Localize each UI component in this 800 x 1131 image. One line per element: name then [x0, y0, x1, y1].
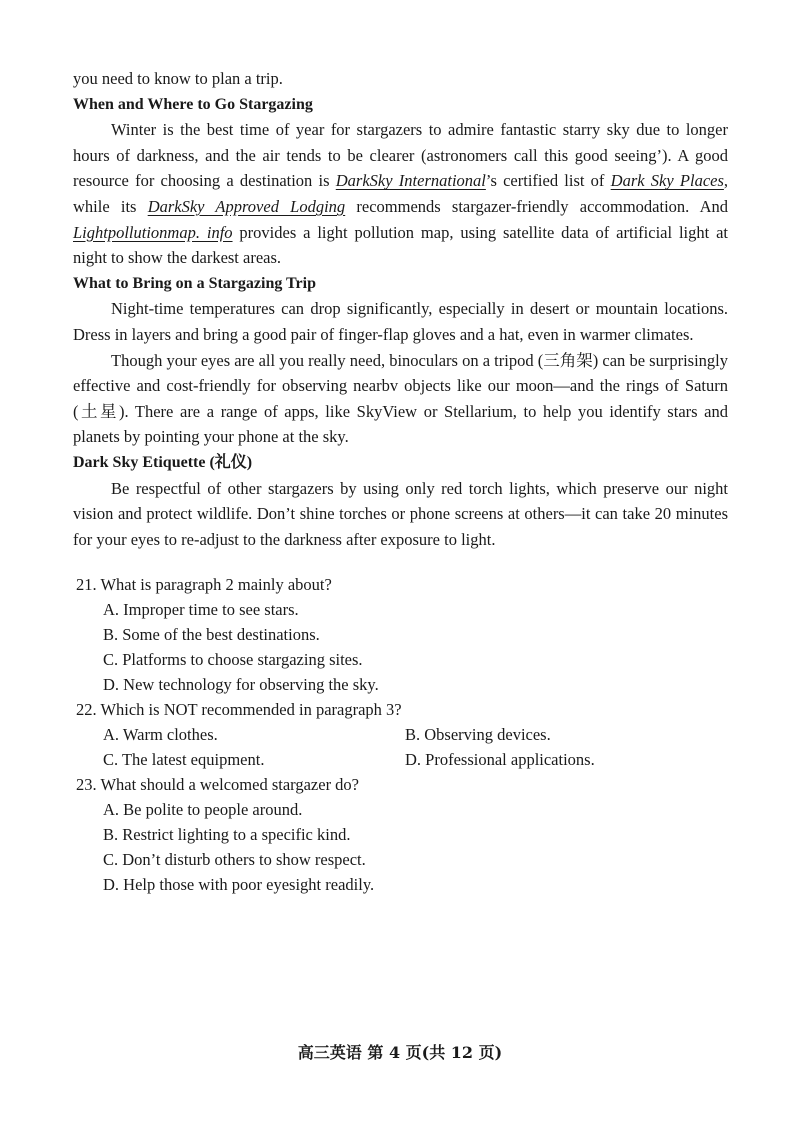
option-c: C. The latest equipment. — [103, 750, 265, 770]
intro-tail: you need to know to plan a trip. — [73, 69, 283, 88]
page-footer: 高三英语 第 4 页(共 12 页) — [297, 1043, 503, 1062]
question-21 — [73, 572, 728, 697]
section-heading-what-to-bring: What to Bring on a Stargazing Trip — [73, 274, 316, 292]
option-a: A. Improper time to see stars. — [103, 600, 299, 620]
question-list — [73, 572, 728, 897]
link-darksky-approved-lodging: DarkSky Approved Lodging — [147, 196, 346, 216]
section-heading-when-where: When and Where to Go Stargazing — [73, 95, 313, 113]
option-d: D. New technology for observing the sky. — [103, 675, 379, 695]
exam-page — [73, 66, 728, 897]
link-dark-sky-places: Dark Sky Places — [610, 171, 724, 191]
paragraph-text: Though your eyes are all you really need, binoculars on a tripod (三角架) can be surprisingly effective and cost-friendly for observing nearbv objects like our moon—and the rings of Saturn (土星). There are a range of apps, like SkyView or Stellarium, to help you identify stars and planets by pointing your phone at the sky. — [73, 350, 728, 447]
option-b: B. Some of the best destinations. — [103, 625, 320, 645]
question-22 — [73, 697, 728, 772]
option-d: D. Help those with poor eyesight readily. — [103, 875, 375, 895]
text-segment: , while its — [73, 171, 729, 216]
paragraph-clothing — [73, 296, 728, 347]
text-segment: ’s certified list of — [485, 171, 611, 191]
question-number: 23. — [76, 775, 97, 795]
option-b: B. Observing devices. — [405, 725, 551, 745]
question-stem — [73, 697, 728, 722]
section-heading-etiquette: Dark Sky Etiquette (礼仪) — [73, 453, 253, 471]
option-c: C. Don’t disturb others to show respect. — [103, 850, 366, 870]
question-stem — [73, 572, 728, 597]
option-d: D. Professional applications. — [405, 750, 595, 770]
link-lightpollutionmap: Lightpollutionmap. info — [73, 222, 233, 242]
question-number: 22. — [76, 700, 97, 720]
option-a: A. Be polite to people around. — [103, 800, 303, 820]
question-text: What should a welcomed stargazer do? — [100, 775, 360, 795]
paragraph-text: Night-time temperatures can drop significantly, especially in desert or mountain locations. Dress in layers and bring a good pair of finger-flap gloves and a hat, even in warmer climates. — [73, 299, 728, 344]
option-a: A. Warm clothes. — [103, 725, 218, 745]
link-darksky-international: DarkSky International — [335, 171, 486, 191]
option-c: C. Platforms to choose stargazing sites. — [103, 650, 363, 670]
paragraph-text: Be respectful of other stargazers by using only red torch lights, which preserve our night vision and protect wildlife. Don’t shine torches or phone screens at others—it can take 20 minutes for your eyes to re-adjust to the darkness after exposure to light. — [73, 478, 728, 549]
text-segment: Winter is the best time of year for stargazers to admire fantastic starry sky due to longer hours of darkness, and the air tends to be clearer (astronomers call this good seeing’). A good resource for choosing a destination is — [73, 120, 728, 191]
paragraph-equipment — [73, 348, 728, 450]
option-b: B. Restrict lighting to a specific kind. — [103, 825, 351, 845]
option-row — [73, 722, 728, 747]
text-segment: provides a light pollution map, using satellite data of artificial light at night to show the darkest areas. — [73, 222, 728, 268]
question-text: Which is NOT recommended in paragraph 3? — [100, 700, 402, 720]
paragraph-etiquette — [73, 476, 728, 553]
question-text: What is paragraph 2 mainly about? — [100, 575, 332, 595]
question-stem — [73, 772, 728, 797]
question-number: 21. — [76, 575, 97, 595]
text-segment: recommends stargazer-friendly accommodation. And — [345, 196, 729, 216]
question-23 — [73, 772, 728, 897]
option-row — [73, 747, 728, 772]
paragraph-when-where — [73, 117, 728, 271]
